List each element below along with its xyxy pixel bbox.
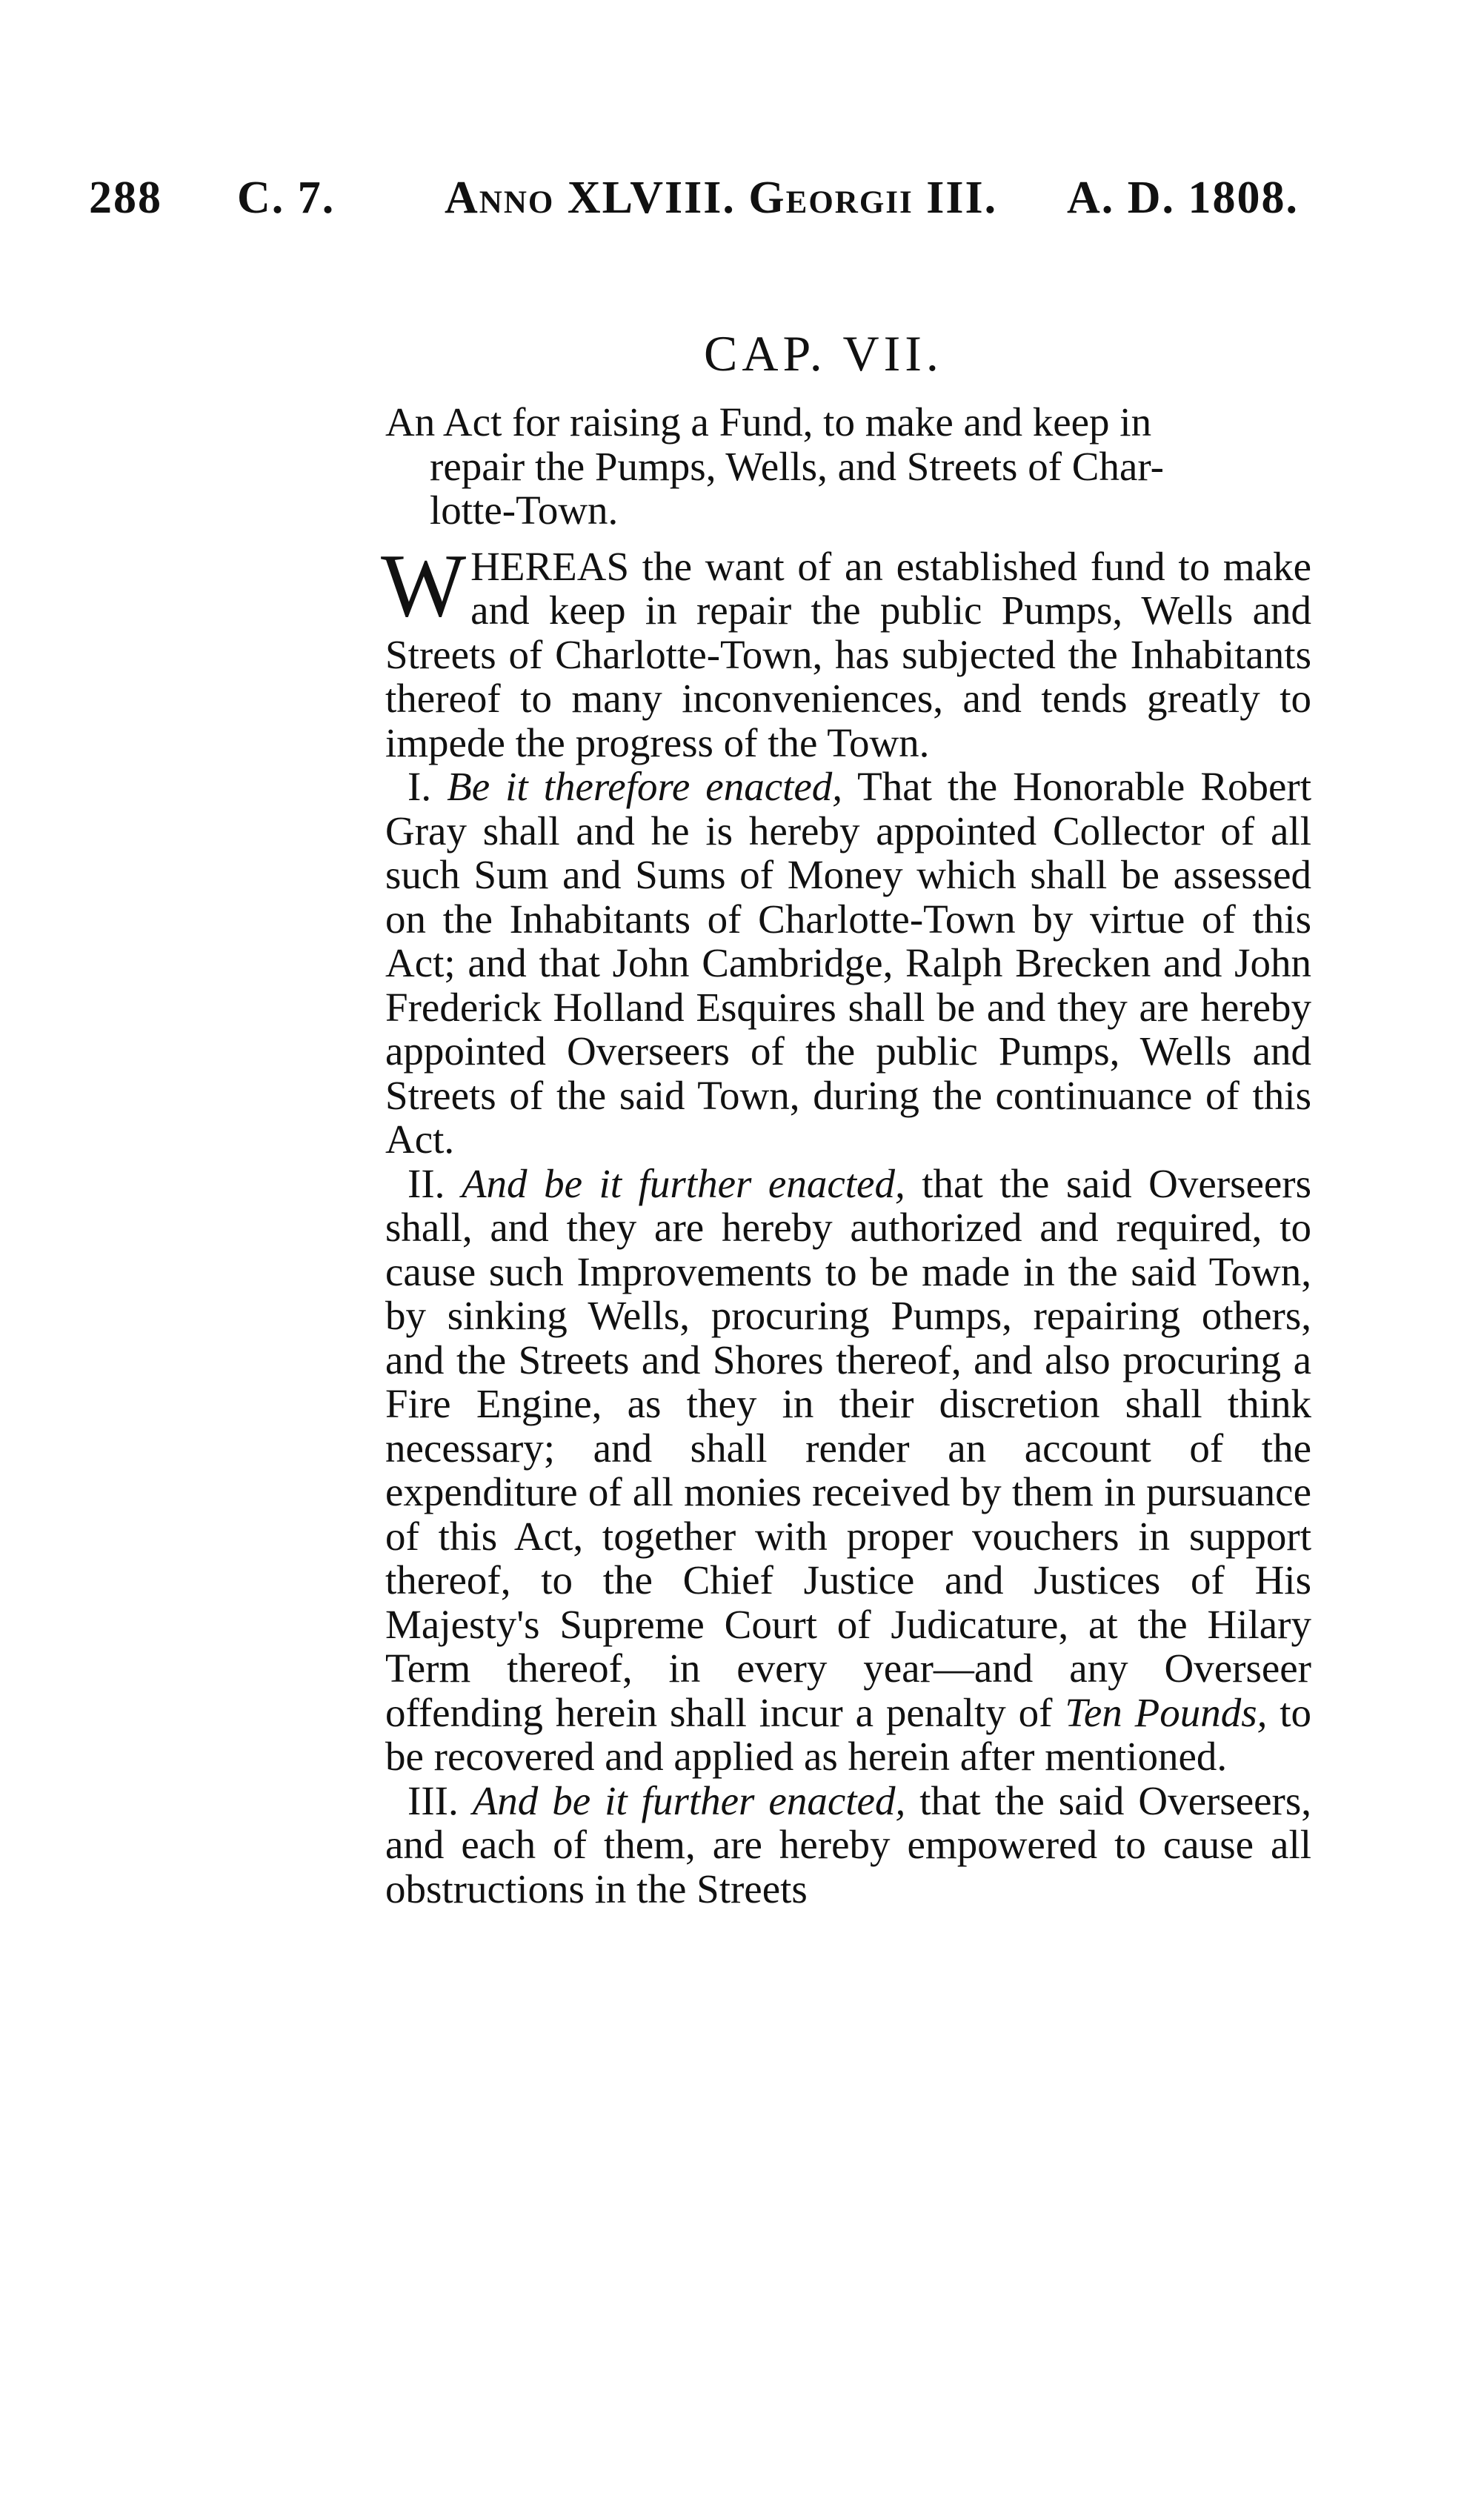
chapter-number: C. 7. [237,173,336,223]
act-title-line: An Act for raising a Fund, to make and keep in [385,399,1152,445]
calendar-year: A. D. 1808. [1067,173,1300,223]
section-text: to be recovered and applied as herein after mentioned. [385,1689,1312,1779]
margin-notes [0,0,385,2499]
section-number: II. [407,1160,445,1206]
enacting-clause: And be it further enacted, [461,1160,905,1206]
section-2 [385,1162,1311,1779]
enacting-clause: Be it therefore enacted, [447,764,843,809]
regnal-year: Anno XLVIII. Georgii III. [445,173,998,223]
act-title-line: lotte-Town. [430,488,619,533]
section-text: that the said Overseers, and each of them, are hereby empowered to cause all obstructions in the Streets [385,1777,1312,1911]
chapter-heading: CAP. VII. [704,325,943,382]
act-body [381,399,1312,1911]
section-text: that the said Overseers shall, and they are hereby authorized and required, to cause such Improvements to be made in the said Town, by sinking Wells, procuring Pumps, repairing others, and the Streets and Shores thereof, and also procuring a Fire Engine, as they in their discretion shall think necessary; and shall render an account of the expenditure of all monies received by them in pursuance of this Act, together with proper vouchers in support thereof, to the Chief Justice and Justices of His Majesty's Supreme Court of Judicature, at the Hilary Term thereof, in every year—and any Overseer offending herein shall incur a penalty of [385,1160,1312,1735]
section-1 [385,765,1311,1162]
act-title [385,400,1311,533]
section-3 [385,1779,1311,1911]
page-number: 288 [89,173,162,223]
drop-cap: W [381,535,467,636]
enacting-clause: And be it further enacted, [472,1777,906,1823]
section-text: That the Honorable Robert Gray shall and he is hereby appointed Collector of all such Sum and Sums of Money which shall be assessed on the Inhabitants of Charlotte-Town by virtue of this Act; and that John Cambridge, Ralph Brecken and John Frederick Holland Esquires shall be and they are hereby appointed Overseers of the public Pumps, Wells and Streets of the said Town, during the continuance of this Act. [385,764,1312,1162]
preamble-text: HEREAS the want of an established fund to make and keep in repair the public Pumps, Wells and Streets of Charlotte-Town, has subjected the Inhabitants thereof to many inconveniences, and tends greatly to impede the progress of the Town. [385,543,1311,765]
preamble-paragraph [381,535,1311,765]
penalty-amount: Ten Pounds, [1065,1689,1268,1735]
section-number: I. [407,764,432,809]
act-title-line: repair the Pumps, Wells, and Streets of Char- [430,443,1164,489]
section-number: III. [407,1777,459,1823]
